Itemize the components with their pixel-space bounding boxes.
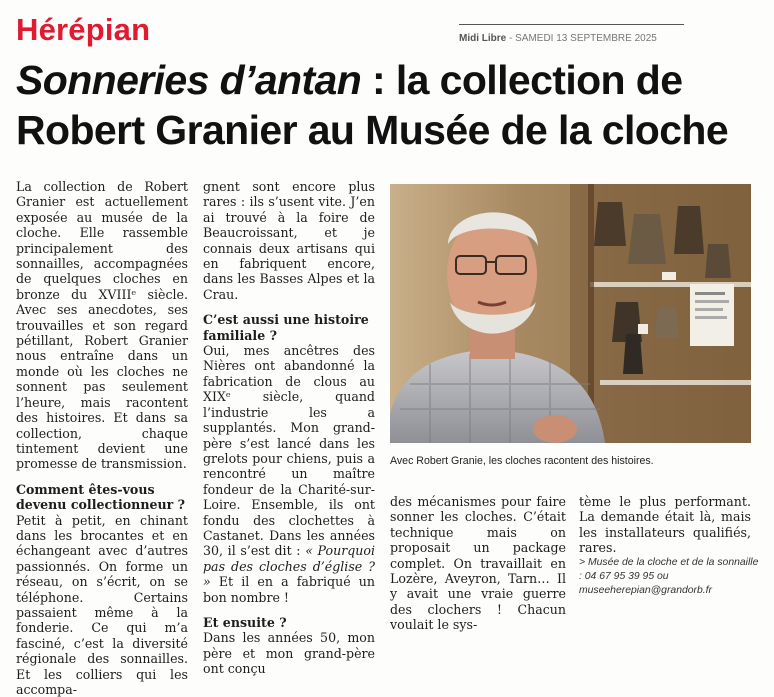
headline: [16, 55, 766, 155]
article-intro: La collection de Robert Granier est actuellement exposée au musée de la cloche. Elle rassemble principalement des sonnailles, accompagnées de quelques cloches en bronze du XVIIIᵉ siècle. Avec ses anecdotes, ses trouvailles et son regard pétillant, Robert Granier nous entraîne dans un monde où les cloches ne sonnent pas seulement l’heure, mais racontent des histoires. Et dans sa collection, chaque tintement devient une promesse de transmission.: [16, 179, 188, 472]
photo-caption: Avec Robert Granie, les cloches racontent des histoires.: [390, 455, 654, 467]
museum-contact-info: > Musée de la cloche et de la sonnaille : 04 67 95 39 95 ou museeherepian@grandorb.fr: [579, 557, 759, 596]
headline-line2: Robert Granier au Musée de la cloche: [16, 107, 729, 153]
headline-line1: : la collection de: [361, 57, 683, 103]
answer-quote: « Pourquoi pas des cloches d’église ? »: [203, 543, 376, 590]
answer-text: Et il en a fabriqué un bon nombre !: [203, 574, 375, 605]
article-column-1: [16, 179, 188, 697]
answer-text: Oui, mes ancêtres des Nières ont abandonné la fabrication de clous au XIXᵉ siècle, quand l’industrie les a supplantés. Mon grand-père s’est lancé dans les grelots pour chiens, puis a rencontré un maître fondeur de la Charité-sur-Loire. Ensemble, ils ont fondu des clochettes à Castanet. Dans les années 30, il s’est dit :: [203, 343, 375, 559]
header-rule: [459, 24, 684, 25]
article-photo: [390, 184, 751, 443]
publication-name: Midi Libre: [459, 33, 507, 44]
interview-answer: des mécanismes pour faire sonner les cloches. C’était technique mais on proposait un package complet. On travaillait en Lozère, Aveyron, Tarn… Il y avait une vraie guerre des clochers ! Chacun voulait le sys-: [390, 494, 566, 633]
interview-answer: Petit à petit, en chinant dans les brocantes et en échangeant avec d’autres passionnés. On forme un réseau, on s’écrit, on se téléphone. Certains passaient même à la fonderie. Ce qui m’a fasciné, c’est la diversité régionale des sonnailles. Et les colliers qui les accompa-: [16, 512, 188, 697]
photo-illustration: [390, 184, 751, 443]
interview-answer: tème le plus performant. La demande était là, mais les installateurs qualifiés, rares.: [579, 494, 751, 556]
publication-date: - SAMEDI 13 SEPTEMBRE 2025: [509, 33, 657, 44]
interview-answer: [203, 343, 375, 605]
interview-question: Et ensuite ?: [203, 614, 287, 630]
headline-italic: Sonneries d’antan: [16, 57, 362, 103]
section-kicker: Hérépian: [16, 12, 151, 47]
interview-question: Comment êtes-vous devenu collectionneur ?: [16, 481, 186, 513]
interview-answer: gnent sont encore plus rares : ils s’usent vite. J’en ai trouvé à la foire de Beaucroissant, et je connais deux artisans qui en fabriquent encore, dans les Basses Alpes et la Crau.: [203, 179, 375, 302]
article-column-4: [579, 494, 751, 556]
article-column-2: [203, 179, 375, 677]
interview-question: C’est aussi une histoire familiale ?: [203, 312, 369, 343]
dateline: [459, 33, 657, 44]
interview-answer: Dans les années 50, mon père et mon grand-père ont conçu: [203, 630, 375, 677]
